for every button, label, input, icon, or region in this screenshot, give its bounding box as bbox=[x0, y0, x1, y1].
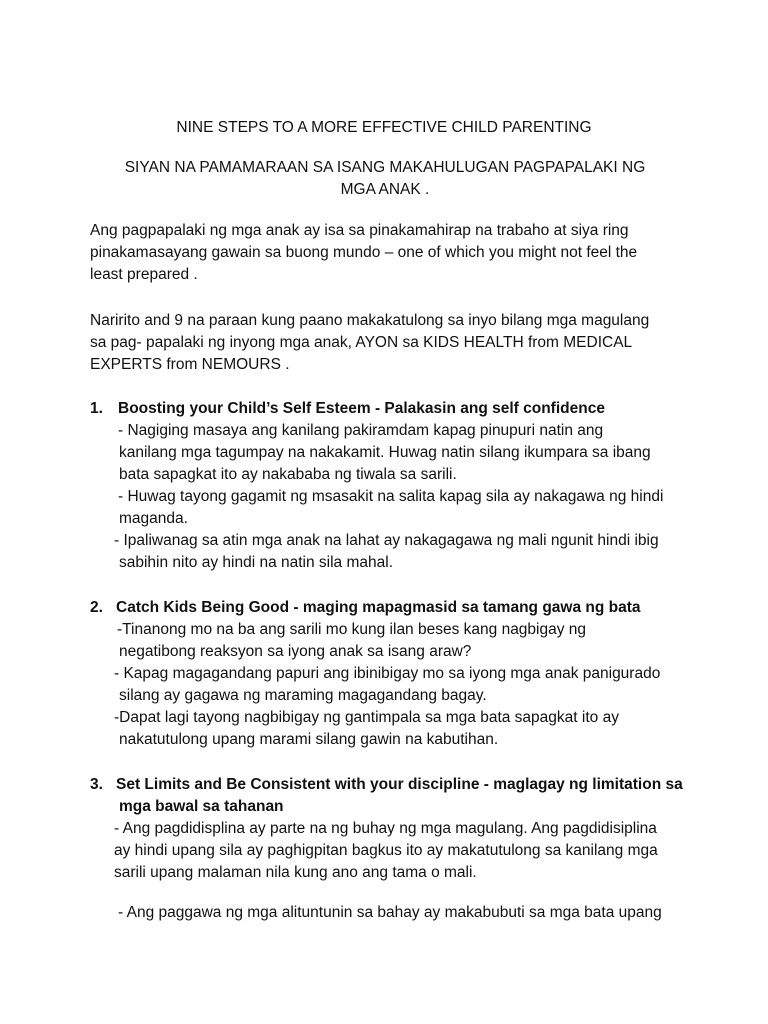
step-3-body bbox=[114, 818, 658, 884]
step-1-number: 1. bbox=[90, 400, 103, 417]
step-1-line: bata sapagkat ito ay nakababa ng tiwala sa sarili. bbox=[119, 466, 457, 483]
intro-paragraph bbox=[90, 220, 690, 286]
subtitle-line-1: SIYAN NA PAMAMARAAN SA ISANG MAKAHULUGAN PAGPAPALAKI NG bbox=[124, 159, 646, 176]
step-1-heading: Boosting your Child’s Self Esteem - Palakasin ang self confidence bbox=[118, 400, 605, 417]
step-2-line: - Kapag magagandang papuri ang ibinibigay mo sa iyong mga anak panigurado bbox=[114, 665, 661, 682]
step-2-line: silang ay gagawa ng maraming magagandang bagay. bbox=[119, 687, 487, 704]
step-3-line: ay hindi upang sila ay paghigpitan bagkus ito ay makatutulong sa kanilang mga bbox=[114, 842, 658, 859]
step-2-line: -Dapat lagi tayong nagbibigay ng gantimpala sa mga bata sapagkat ito ay bbox=[114, 709, 619, 726]
intro-line: least prepared . bbox=[90, 266, 198, 283]
step-1-line: - Nagiging masaya ang kanilang pakiramdam kapag pinupuri natin ang bbox=[118, 422, 604, 439]
step-1-line: - Huwag tayong gagamit ng msasakit na salita kapag sila ay nakagawa ng hindi bbox=[118, 488, 664, 505]
intro2-line: EXPERTS from NEMOURS . bbox=[90, 356, 290, 373]
step-2-number: 2. bbox=[90, 599, 103, 616]
step-3-number: 3. bbox=[90, 776, 103, 793]
document-subtitle bbox=[90, 157, 680, 201]
step-2-body bbox=[116, 619, 660, 751]
step-3-heading bbox=[116, 774, 683, 818]
intro-line: pinakamasayang gawain sa buong mundo – one of which you might not feel the bbox=[90, 244, 638, 261]
step-3-line: sarili upang malaman nila kung ano ang tama o mali. bbox=[114, 864, 477, 881]
step-3-line: - Ang pagdidisplina ay parte na ng buhay ng mga magulang. Ang pagdidisiplina bbox=[114, 820, 657, 837]
intro2-line: Naririto and 9 na paraan kung paano makakatulong sa inyo bilang mga magulang bbox=[90, 312, 650, 329]
intro-line: Ang pagpapalaki ng mga anak ay isa sa pinakamahirap na trabaho at siya ring bbox=[90, 222, 629, 239]
step-3-heading-line-2: mga bawal sa tahanan bbox=[119, 798, 284, 815]
intro2-line: sa pag- papalaki ng inyong mga anak, AYON sa KIDS HEALTH from MEDICAL bbox=[90, 334, 633, 351]
step-3-extra-line: - Ang paggawa ng mga alituntunin sa bahay ay makabubuti sa mga bata upang bbox=[118, 904, 662, 921]
step-2-line: nakatutulong upang marami silang gawin na kabutihan. bbox=[119, 731, 499, 748]
subtitle-line-2: MGA ANAK . bbox=[340, 181, 430, 198]
document-title: NINE STEPS TO A MORE EFFECTIVE CHILD PARENTING bbox=[176, 119, 592, 136]
step-2-line: negatibong reaksyon sa iyong anak sa isang araw? bbox=[119, 643, 472, 660]
step-1-line: - Ipaliwanag sa atin mga anak na lahat ay nakagagawa ng mali ngunit hindi ibig bbox=[114, 532, 659, 549]
step-2-heading: Catch Kids Being Good - maging mapagmasid sa tamang gawa ng bata bbox=[116, 599, 641, 616]
step-1-line: sabihin nito ay hindi na natin sila mahal. bbox=[119, 554, 394, 571]
step-1-line: maganda. bbox=[119, 510, 188, 527]
step-3-heading-line-1: Set Limits and Be Consistent with your discipline - maglagay ng limitation sa bbox=[116, 776, 683, 793]
intro-paragraph-2 bbox=[90, 310, 690, 376]
step-1-line: kanilang mga tagumpay na nakakamit. Huwag natin silang ikumpara sa ibang bbox=[119, 444, 651, 461]
step-2-line: -Tinanong mo na ba ang sarili mo kung ilan beses kang nagbigay ng bbox=[117, 621, 587, 638]
step-1-body bbox=[114, 420, 664, 574]
